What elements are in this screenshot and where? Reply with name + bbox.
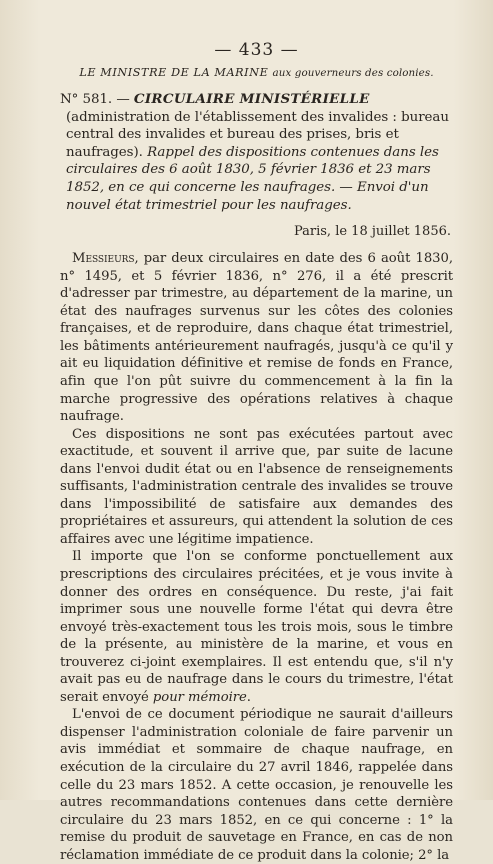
paragraph-1-text: , par deux circulaires en date des 6 août 1830, n° 1495, et 5 février 1836, n° 276, il a été prescrit d'adresser par trimestre, au département de la marine, un état des naufrages survenus sur les côtes des colonies françaises, et de reproduire, dans chaque état trimestriel, les bâtiments antérieurement naufragés, jusqu'à ce qu'il y ait eu liquidation définitive et remise de fonds en France, afin que l'on pût suivre du commencement à la fin la marche progressive des opérations relatives à chaque naufrage.: [60, 251, 453, 425]
paragraph-3-end: .: [246, 689, 251, 705]
paragraph-3-text: Il importe que l'on se conforme ponctuellement aux prescriptions des circulaires précitées, et je vous invite à donner des ordres en conséquence. Du reste, j'ai fait imprimer sous une nouvelle forme l'état qui devra être envoyé très-exactement tous les trois mois, sous le timbre de la présente, au ministère de la marine, et vous en trouverez ci-joint exemplaires. Il est entendu que, s'il n'y avait pas eu de naufrage dans le cours du trimestre, l'état serait envoyé: [60, 549, 453, 705]
date-line: Paris, le 18 juillet 1856.: [293, 224, 451, 240]
page-number: — 433 —: [214, 40, 299, 60]
paragraph-4: L'envoi de ce document périodique ne saurait d'ailleurs dispenser l'administration coloniale de faire parvenir un avis immédiat et sommaire de chaque naufrage, en exécution de la circulaire du 27 avril 1846, rappelée dans celle du 23 mars 1852. A cette occasion, je renouvelle les autres recommandations contenues dans cette dernière circulaire du 23 mars 1852, en ce qui concerne : 1° la remise du produit de sauvetage en France, en cas de non réclamation immédiate de ce produit dans la colonie; 2° la: [60, 707, 453, 863]
paragraph-2: Ces dispositions ne sont pas exécutées partout avec exactitude, et souvent il arrive que, par suite de lacune dans l'envoi dudit état ou en l'absence de renseignements suffisants, l'administration centrale des invalides se trouve dans l'impossibilité de satisfaire aux demandes des propriétaires et assureurs, qui attendent la solution de ces affaires avec une légitime impatience.: [60, 426, 453, 547]
entry-number: N° 581. —: [60, 92, 130, 107]
running-head-main: LE MINISTRE DE LA MARINE: [79, 66, 269, 79]
running-head-tail: aux gouverneurs des colonies.: [272, 67, 434, 79]
entry-subject: (administration de l'établissement des invalides : bureau central des invalides et bureau des prises, bris et naufrages).: [66, 109, 449, 160]
salutation: Messieurs: [72, 251, 135, 267]
paragraph-3: [60, 548, 453, 706]
entry-summary: Rappel des dispositions contenues dans les circulaires des 6 août 1830, 5 février 1836 et 23 mars 1852, en ce qui concerne les naufrages. — Envoi d'un nouvel état trimestriel pour les naufrages.: [66, 144, 439, 213]
entry-heading: [60, 91, 453, 214]
paragraph-3-italic: pour mémoire: [152, 689, 247, 705]
paragraph-1: [60, 250, 453, 425]
running-head: [60, 66, 453, 79]
entry-title: CIRCULAIRE MINISTÉRIELLE: [133, 91, 370, 107]
